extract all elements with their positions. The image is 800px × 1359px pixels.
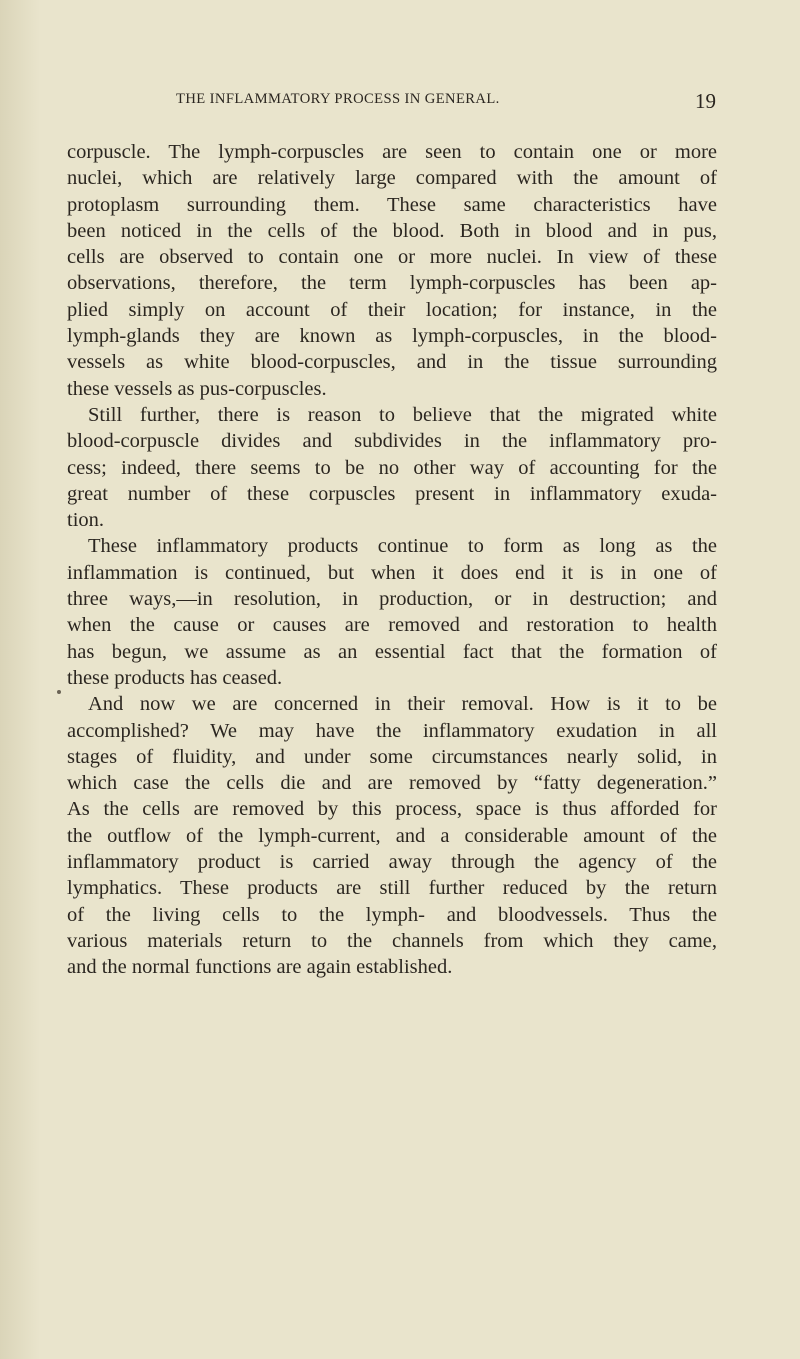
text-line: These inflammatory products continue to form as long as the	[88, 535, 717, 558]
margin-mark	[57, 690, 61, 694]
text-line: plied simply on account of their location; for instance, in the	[67, 298, 717, 321]
text-line: inflammation is continued, but when it does end it is in one of	[67, 561, 717, 584]
text-line: the outflow of the lymph-current, and a considerable amount of the	[67, 824, 717, 847]
text-line: corpuscle. The lymph-corpuscles are seen to contain one or more	[67, 141, 717, 163]
text-line: protoplasm surrounding them. These same characteristics have	[67, 193, 717, 216]
text-line: stages of fluidity, and under some circumstances nearly solid, in	[67, 745, 717, 768]
text-line: And now we are concerned in their removal. How is it to be	[88, 693, 717, 716]
text-line: nuclei, which are relatively large compared with the amount of	[67, 167, 717, 190]
text-line: lymphatics. These products are still further reduced by the return	[67, 877, 717, 900]
running-head: THE INFLAMMATORY PROCESS IN GENERAL.	[176, 91, 500, 107]
text-line: when the cause or causes are removed and restoration to health	[67, 614, 717, 637]
text-line: inflammatory product is carried away through the agency of the	[67, 851, 717, 874]
text-line: various materials return to the channels from which they came,	[67, 929, 717, 952]
text-line: these vessels as pus-corpuscles.	[67, 377, 327, 400]
page-header	[176, 89, 716, 119]
text-line: of the living cells to the lymph- and bloodvessels. Thus the	[67, 903, 717, 926]
text-line: great number of these corpuscles present in inflammatory exuda-	[67, 482, 717, 505]
body-text	[67, 139, 717, 981]
text-line: observations, therefore, the term lymph-corpuscles has been ap-	[67, 272, 717, 295]
text-line: vessels as white blood-corpuscles, and in the tissue surrounding	[67, 351, 717, 374]
text-line: As the cells are removed by this process, space is thus afforded for	[67, 798, 717, 821]
text-line: lymph-glands they are known as lymph-corpuscles, in the blood-	[67, 325, 717, 348]
text-line: Still further, there is reason to believe that the migrated white	[88, 403, 717, 426]
text-line: been noticed in the cells of the blood. Both in blood and in pus,	[67, 219, 717, 242]
text-line: accomplished? We may have the inflammatory exudation in all	[67, 719, 717, 742]
text-line: these products has ceased.	[67, 666, 283, 689]
text-line: has begun, we assume as an essential fact that the formation of	[67, 640, 717, 663]
text-line: three ways,—in resolution, in production, or in destruction; and	[67, 588, 717, 611]
text-line: cess; indeed, there seems to be no other way of accounting for the	[67, 456, 717, 479]
text-line: which case the cells die and are removed by “fatty degeneration.”	[67, 772, 717, 795]
text-line: tion.	[67, 509, 105, 532]
text-line: and the normal functions are again established.	[67, 956, 453, 979]
text-line: cells are observed to contain one or more nuclei. In view of these	[67, 246, 717, 269]
page-number: 19	[695, 89, 716, 113]
text-line: blood-corpuscle divides and subdivides in the inflammatory pro-	[67, 430, 717, 453]
